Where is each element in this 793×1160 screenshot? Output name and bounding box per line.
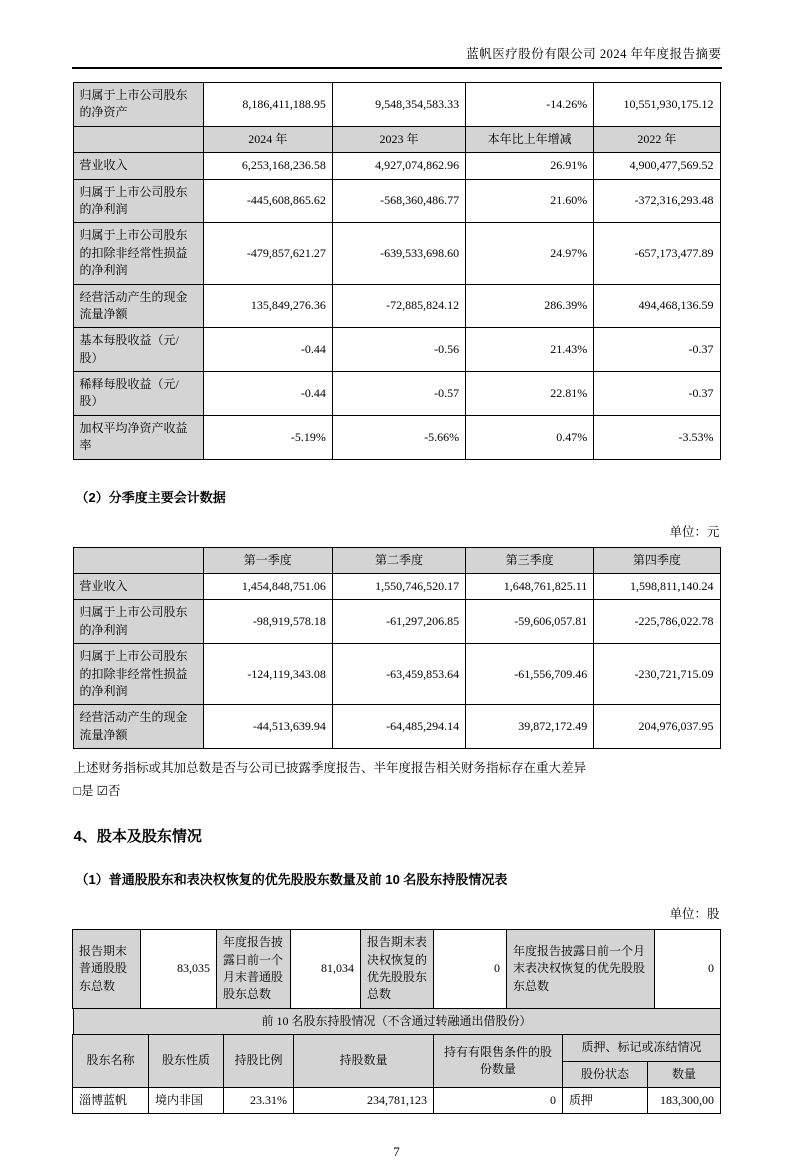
metric-label: 经营活动产生的现金流量净额 — [73, 284, 203, 328]
count-value: 81,034 — [291, 930, 361, 1009]
table-row — [73, 574, 720, 600]
count-label: 报告期末表决权恢复的优先股股东总数 — [361, 930, 434, 1009]
top10-banner-row — [73, 1008, 720, 1034]
metric-label: 营业收入 — [73, 153, 203, 179]
value-cell: -0.44 — [203, 328, 332, 372]
table-row — [73, 415, 720, 459]
value-cell: 1,550,746,520.17 — [332, 574, 465, 600]
quarter-header: 第二季度 — [332, 547, 465, 573]
quarter-header: 第四季度 — [594, 547, 720, 573]
value-cell: -44,513,639.94 — [203, 705, 332, 749]
value-cell: -61,556,709.46 — [466, 644, 594, 705]
value-cell: 286.39% — [466, 284, 594, 328]
table-row — [73, 223, 720, 284]
value-cell: 21.43% — [466, 328, 594, 372]
table-row — [73, 600, 720, 644]
value-cell: -98,919,578.18 — [203, 600, 332, 644]
value-cell: 8,186,411,188.95 — [203, 83, 332, 127]
holder-ratio-header: 持股比例 — [223, 1035, 293, 1088]
quarterly-note: 上述财务指标或其加总数是否与公司已披露季度报告、半年度报告相关财务指标存在重大差异 — [73, 761, 587, 776]
holders-header-row — [72, 1035, 720, 1061]
count-label: 年度报告披露日前一个月末表决权恢复的优先股股东总数 — [507, 930, 655, 1009]
count-label: 报告期末普通股股东总数 — [73, 930, 141, 1009]
holder-restricted-header: 持有有限售条件的股份数量 — [433, 1035, 562, 1088]
top10-banner: 前 10 名股东持股情况（不含通过转融通出借股份） — [73, 1008, 720, 1034]
unit-label-yuan: 单位：元 — [669, 524, 720, 539]
value-cell: -372,316,293.48 — [594, 179, 720, 223]
metric-label: 归属于上市公司股东的净利润 — [73, 600, 203, 644]
table-row — [73, 153, 720, 179]
metric-label: 稀释每股收益（元/股） — [73, 372, 203, 416]
quarterly-table — [73, 547, 721, 750]
count-value: 83,035 — [141, 930, 217, 1009]
value-cell: -59,606,057.81 — [466, 600, 594, 644]
table-row — [73, 372, 720, 416]
value-cell: 39,872,172.49 — [466, 705, 594, 749]
table-row — [73, 83, 720, 127]
holder-name: 淄博蓝帆 — [72, 1087, 148, 1113]
metric-label: 经营活动产生的现金流量净额 — [73, 705, 203, 749]
metric-label: 归属于上市公司股东的净利润 — [73, 179, 203, 223]
value-cell: 4,900,477,569.52 — [594, 153, 720, 179]
value-cell: -63,459,853.64 — [332, 644, 465, 705]
table-row — [73, 284, 720, 328]
shareholder-section-title: 4、股本及股东情况 — [73, 828, 202, 846]
metric-label: 归属于上市公司股东的扣除非经常性损益的净利润 — [73, 644, 203, 705]
value-cell: 204,976,037.95 — [594, 705, 720, 749]
shareholder-subsection-title: （1）普通股股东和表决权恢复的优先股股东数量及前 10 名股东持股情况表 — [75, 872, 508, 888]
page-content — [72, 0, 722, 1160]
value-cell: 1,648,761,825.11 — [466, 574, 594, 600]
value-cell: -124,119,343.08 — [203, 644, 332, 705]
value-cell: -5.66% — [332, 415, 465, 459]
value-cell: -0.44 — [203, 372, 332, 416]
holder-row — [72, 1087, 720, 1113]
value-cell: 26.91% — [466, 153, 594, 179]
count-value: 0 — [434, 930, 507, 1009]
holder-nature-header: 股东性质 — [148, 1035, 223, 1088]
year-header: 2022 年 — [594, 126, 720, 152]
value-cell: -225,786,022.78 — [594, 600, 720, 644]
table-row — [73, 179, 720, 223]
metric-label: 加权平均净资产收益率 — [73, 415, 203, 459]
holder-qty: 234,781,123 — [293, 1087, 433, 1113]
shareholder-counts-row — [73, 930, 721, 1009]
value-cell: -639,533,698.60 — [332, 223, 465, 284]
holder-pledge-status: 质押 — [562, 1087, 647, 1113]
value-cell: 6,253,168,236.58 — [203, 153, 332, 179]
top10-banner-table — [73, 1008, 721, 1035]
value-cell: 21.60% — [466, 179, 594, 223]
yes-no-checkboxes: □是 ☑否 — [73, 784, 121, 799]
value-cell: -72,885,824.12 — [332, 284, 465, 328]
blank-header-cell — [73, 547, 203, 573]
year-header: 2024 年 — [203, 126, 332, 152]
value-cell: 24.97% — [466, 223, 594, 284]
value-cell: 9,548,354,583.33 — [332, 83, 465, 127]
value-cell: -5.19% — [203, 415, 332, 459]
holder-pledge-qty: 183,300,00 — [647, 1087, 720, 1113]
value-cell: -3.53% — [594, 415, 720, 459]
value-cell: -657,173,477.89 — [594, 223, 720, 284]
unit-label-shares: 单位：股 — [669, 907, 720, 922]
value-cell: -230,721,715.09 — [594, 644, 720, 705]
quarter-header: 第一季度 — [203, 547, 332, 573]
pledge-group-header: 质押、标记或冻结情况 — [562, 1035, 720, 1061]
metric-label: 归属于上市公司股东的扣除非经常性损益的净利润 — [73, 223, 203, 284]
metric-label: 基本每股收益（元/股） — [73, 328, 203, 372]
pledge-status-header: 股份状态 — [562, 1061, 647, 1087]
pledge-qty-header: 数量 — [647, 1061, 720, 1087]
quarter-header-row — [73, 547, 720, 573]
value-cell: -445,608,865.62 — [203, 179, 332, 223]
value-cell: 494,468,136.59 — [594, 284, 720, 328]
key-indicators-table — [73, 82, 721, 460]
table-row — [73, 705, 720, 749]
count-value: 0 — [655, 930, 721, 1009]
table-row — [73, 328, 720, 372]
value-cell: -0.37 — [594, 328, 720, 372]
holder-qty-header: 持股数量 — [293, 1035, 433, 1088]
holder-nature: 境内非国 — [148, 1087, 223, 1113]
value-cell: -64,485,294.14 — [332, 705, 465, 749]
value-cell: 4,927,074,862.96 — [332, 153, 465, 179]
value-cell: -14.26% — [466, 83, 594, 127]
value-cell: -479,857,621.27 — [203, 223, 332, 284]
value-cell: 135,849,276.36 — [203, 284, 332, 328]
value-cell: 1,454,848,751.06 — [203, 574, 332, 600]
value-cell: 10,551,930,175.12 — [594, 83, 720, 127]
count-label: 年度报告披露日前一个月末普通股股东总数 — [217, 930, 291, 1009]
blank-header-cell — [73, 126, 203, 152]
table-row — [73, 644, 720, 705]
value-cell: -0.37 — [594, 372, 720, 416]
quarter-header: 第三季度 — [466, 547, 594, 573]
year-header-row — [73, 126, 720, 152]
holder-restricted: 0 — [433, 1087, 562, 1113]
value-cell: -0.57 — [332, 372, 465, 416]
year-header: 本年比上年增减 — [466, 126, 594, 152]
value-cell: 0.47% — [466, 415, 594, 459]
value-cell: -568,360,486.77 — [332, 179, 465, 223]
top10-holders-table — [72, 1034, 721, 1114]
quarterly-section-title: （2）分季度主要会计数据 — [75, 489, 226, 505]
metric-label: 营业收入 — [73, 574, 203, 600]
holder-ratio: 23.31% — [223, 1087, 293, 1113]
year-header: 2023 年 — [332, 126, 465, 152]
value-cell: -0.56 — [332, 328, 465, 372]
value-cell: 22.81% — [466, 372, 594, 416]
shareholder-counts-table — [72, 929, 721, 1009]
value-cell: 1,598,811,140.24 — [594, 574, 720, 600]
page-number: 7 — [393, 1144, 400, 1160]
value-cell: -61,297,206.85 — [332, 600, 465, 644]
holder-name-header: 股东名称 — [72, 1035, 148, 1088]
document-header-title: 蓝帆医疗股份有限公司 2024 年年度报告摘要 — [72, 44, 722, 69]
metric-label: 归属于上市公司股东的净资产 — [73, 83, 203, 127]
